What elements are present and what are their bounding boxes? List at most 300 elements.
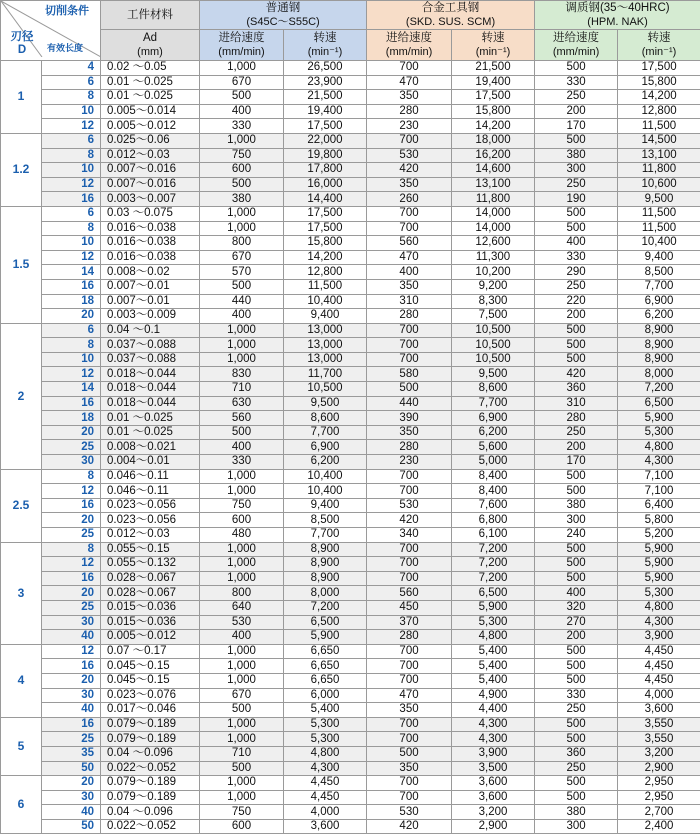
feed-cell: 420: [367, 163, 452, 178]
effective-length-cell: 8: [42, 148, 101, 163]
feed-cell: 290: [535, 265, 618, 280]
feed-cell: 500: [535, 61, 618, 76]
speed-cell: 7,700: [452, 396, 535, 411]
table-row: [1, 805, 700, 820]
speed-cell: 11,500: [284, 279, 367, 294]
feed-cell: 350: [367, 761, 452, 776]
feed-cell: 700: [367, 61, 452, 76]
feed-cell: 190: [535, 192, 618, 207]
speed-cell: 5,900: [618, 411, 700, 426]
feed-cell: 200: [535, 630, 618, 645]
table-row: [1, 382, 700, 397]
feed-cell: 340: [367, 528, 452, 543]
ad-cell: 0.023～0.076: [101, 688, 200, 703]
speed-cell: 5,900: [618, 571, 700, 586]
feed-cell: 350: [367, 177, 452, 192]
speed-cell: 11,800: [618, 163, 700, 178]
speed-cell: 4,000: [618, 688, 700, 703]
diameter-cell: 3: [1, 542, 42, 644]
feed-cell: 350: [367, 90, 452, 105]
speed-cell: 3,600: [618, 703, 700, 718]
speed-cell: 8,900: [284, 542, 367, 557]
feed-cell: 420: [367, 513, 452, 528]
speed-cell: 8,000: [618, 367, 700, 382]
ad-cell: 0.007～0.01: [101, 279, 200, 294]
speed-cell: 15,800: [618, 75, 700, 90]
speed-cell: 5,300: [618, 586, 700, 601]
feed-cell: 360: [535, 746, 618, 761]
speed-cell: 7,700: [284, 528, 367, 543]
diameter-cell: 1: [1, 61, 42, 134]
speed-cell: 5,000: [452, 455, 535, 470]
ad-cell: 0.007～0.016: [101, 177, 200, 192]
speed-cell: 14,000: [452, 221, 535, 236]
feed-cell: 500: [200, 90, 284, 105]
speed-cell: 5,900: [618, 557, 700, 572]
speed-cell: 7,700: [284, 425, 367, 440]
diameter-cell: 2: [1, 323, 42, 469]
speed-cell: 5,400: [284, 703, 367, 718]
speed-header: 转速 (min⁻¹): [452, 30, 535, 61]
table-row: [1, 75, 700, 90]
feed-cell: 380: [535, 805, 618, 820]
speed-cell: 13,000: [284, 323, 367, 338]
effective-length-cell: 20: [42, 425, 101, 440]
feed-cell: 400: [367, 265, 452, 280]
feed-cell: 570: [200, 265, 284, 280]
speed-cell: 17,500: [284, 206, 367, 221]
speed-cell: 26,500: [284, 61, 367, 76]
speed-cell: 7,200: [618, 382, 700, 397]
feed-cell: 800: [200, 236, 284, 251]
feed-cell: 500: [535, 542, 618, 557]
feed-cell: 220: [535, 294, 618, 309]
feed-cell: 320: [535, 600, 618, 615]
effective-length-cell: 6: [42, 323, 101, 338]
speed-cell: 4,450: [618, 673, 700, 688]
effective-length-cell: 18: [42, 294, 101, 309]
ad-cell: 0.046～0.11: [101, 469, 200, 484]
effective-length-cell: 16: [42, 279, 101, 294]
table-row: [1, 294, 700, 309]
ad-cell: 0.01 ～0.025: [101, 411, 200, 426]
feed-cell: 700: [367, 557, 452, 572]
material-header-prehardened-steel: 调质钢(35～40HRC) (HPM. NAK): [535, 1, 700, 30]
speed-cell: 3,900: [452, 746, 535, 761]
effective-length-label: 有效长度: [47, 41, 83, 55]
speed-cell: 9,400: [618, 250, 700, 265]
effective-length-cell: 10: [42, 163, 101, 178]
ad-cell: 0.022～0.052: [101, 819, 200, 834]
feed-cell: 500: [535, 484, 618, 499]
ad-header: Ad (mm): [101, 30, 200, 61]
feed-cell: 530: [200, 615, 284, 630]
speed-cell: 6,900: [452, 411, 535, 426]
table-row: [1, 630, 700, 645]
feed-cell: 330: [535, 75, 618, 90]
speed-cell: 4,300: [284, 761, 367, 776]
speed-cell: 10,400: [284, 469, 367, 484]
table-row: [1, 542, 700, 557]
feed-cell: 500: [535, 659, 618, 674]
ad-cell: 0.046～0.11: [101, 484, 200, 499]
table-row: [1, 659, 700, 674]
table-row: [1, 615, 700, 630]
feed-cell: 600: [200, 513, 284, 528]
ad-cell: 0.07 ～0.17: [101, 644, 200, 659]
speed-cell: 9,500: [618, 192, 700, 207]
ad-cell: 0.008～0.02: [101, 265, 200, 280]
speed-cell: 9,200: [452, 279, 535, 294]
ad-cell: 0.01 ～0.025: [101, 75, 200, 90]
effective-length-cell: 12: [42, 484, 101, 499]
feed-cell: 1,000: [200, 717, 284, 732]
speed-cell: 11,800: [452, 192, 535, 207]
feed-cell: 700: [367, 469, 452, 484]
speed-cell: 10,500: [452, 338, 535, 353]
effective-length-cell: 8: [42, 542, 101, 557]
table-row: [1, 513, 700, 528]
feed-cell: 200: [535, 440, 618, 455]
speed-cell: 17,500: [452, 90, 535, 105]
feed-cell: 560: [367, 586, 452, 601]
ad-cell: 0.018～0.044: [101, 382, 200, 397]
feed-cell: 500: [200, 425, 284, 440]
table-row: [1, 148, 700, 163]
effective-length-cell: 8: [42, 338, 101, 353]
feed-cell: 700: [367, 352, 452, 367]
feed-cell: 500: [535, 221, 618, 236]
ad-cell: 0.005～0.012: [101, 630, 200, 645]
feed-header: 进给速度 (mm/min): [535, 30, 618, 61]
feed-cell: 700: [367, 659, 452, 674]
effective-length-cell: 6: [42, 133, 101, 148]
feed-cell: 500: [535, 352, 618, 367]
speed-cell: 10,400: [618, 236, 700, 251]
speed-cell: 11,500: [618, 119, 700, 134]
effective-length-cell: 10: [42, 352, 101, 367]
feed-cell: 200: [535, 309, 618, 324]
table-row: [1, 90, 700, 105]
feed-cell: 1,000: [200, 571, 284, 586]
speed-cell: 3,200: [452, 805, 535, 820]
ad-cell: 0.016～0.038: [101, 250, 200, 265]
table-body: [1, 61, 700, 834]
speed-cell: 7,100: [618, 469, 700, 484]
table-row: [1, 323, 700, 338]
speed-cell: 18,000: [452, 133, 535, 148]
speed-cell: 3,550: [618, 717, 700, 732]
speed-cell: 8,400: [452, 469, 535, 484]
speed-cell: 19,800: [284, 148, 367, 163]
speed-cell: 17,500: [284, 221, 367, 236]
feed-cell: 700: [367, 206, 452, 221]
feed-cell: 500: [535, 732, 618, 747]
ad-cell: 0.04 ～0.096: [101, 746, 200, 761]
speed-cell: 6,500: [452, 586, 535, 601]
feed-cell: 1,000: [200, 352, 284, 367]
ad-cell: 0.022～0.052: [101, 761, 200, 776]
speed-cell: 8,500: [284, 513, 367, 528]
table-row: [1, 411, 700, 426]
ad-cell: 0.037～0.088: [101, 338, 200, 353]
speed-cell: 7,500: [452, 309, 535, 324]
speed-cell: 5,300: [284, 717, 367, 732]
feed-cell: 640: [200, 600, 284, 615]
speed-cell: 13,100: [618, 148, 700, 163]
table-row: [1, 177, 700, 192]
table-row: [1, 586, 700, 601]
table-row: [1, 440, 700, 455]
table-row: [1, 338, 700, 353]
effective-length-cell: 25: [42, 528, 101, 543]
table-row: [1, 776, 700, 791]
feed-cell: 300: [535, 819, 618, 834]
speed-cell: 3,600: [284, 819, 367, 834]
speed-cell: 5,400: [452, 659, 535, 674]
table-row: [1, 717, 700, 732]
speed-cell: 4,800: [618, 600, 700, 615]
speed-cell: 8,600: [452, 382, 535, 397]
ad-cell: 0.04 ～0.096: [101, 805, 200, 820]
speed-cell: 8,300: [452, 294, 535, 309]
speed-cell: 8,900: [618, 338, 700, 353]
feed-cell: 700: [367, 732, 452, 747]
feed-cell: 750: [200, 805, 284, 820]
feed-cell: 700: [367, 790, 452, 805]
speed-cell: 5,400: [452, 673, 535, 688]
effective-length-cell: 8: [42, 90, 101, 105]
speed-cell: 11,700: [284, 367, 367, 382]
feed-cell: 500: [535, 133, 618, 148]
effective-length-cell: 40: [42, 805, 101, 820]
work-material-header: 工件材料: [101, 1, 200, 30]
speed-cell: 8,900: [618, 352, 700, 367]
feed-cell: 1,000: [200, 206, 284, 221]
diameter-cell: 4: [1, 644, 42, 717]
speed-cell: 21,500: [284, 90, 367, 105]
speed-cell: 9,500: [452, 367, 535, 382]
feed-cell: 500: [535, 557, 618, 572]
effective-length-cell: 30: [42, 455, 101, 470]
speed-cell: 2,900: [618, 761, 700, 776]
speed-cell: 4,400: [452, 703, 535, 718]
material-header-alloy-tool-steel: 合金工具钢 (SKD. SUS. SCM): [367, 1, 535, 30]
speed-cell: 13,100: [452, 177, 535, 192]
diameter-cell: 5: [1, 717, 42, 775]
speed-cell: 4,800: [284, 746, 367, 761]
ad-cell: 0.079～0.189: [101, 776, 200, 791]
ad-cell: 0.015～0.036: [101, 615, 200, 630]
feed-cell: 400: [200, 104, 284, 119]
feed-cell: 470: [367, 75, 452, 90]
feed-cell: 750: [200, 148, 284, 163]
speed-cell: 10,500: [452, 352, 535, 367]
effective-length-cell: 30: [42, 688, 101, 703]
speed-cell: 11,500: [618, 221, 700, 236]
table-row: [1, 761, 700, 776]
feed-cell: 1,000: [200, 133, 284, 148]
effective-length-cell: 18: [42, 411, 101, 426]
speed-cell: 14,200: [452, 119, 535, 134]
speed-cell: 10,400: [284, 294, 367, 309]
feed-cell: 700: [367, 338, 452, 353]
table-row: [1, 644, 700, 659]
feed-cell: 270: [535, 615, 618, 630]
ad-cell: 0.016～0.038: [101, 221, 200, 236]
feed-cell: 250: [535, 90, 618, 105]
feed-cell: 280: [535, 411, 618, 426]
feed-cell: 700: [367, 717, 452, 732]
speed-cell: 8,500: [618, 265, 700, 280]
feed-cell: 500: [535, 644, 618, 659]
effective-length-cell: 12: [42, 644, 101, 659]
feed-cell: 500: [200, 279, 284, 294]
table-row: [1, 236, 700, 251]
cutting-condition-label: 切削条件: [45, 4, 89, 18]
speed-cell: 10,500: [284, 382, 367, 397]
speed-cell: 3,550: [618, 732, 700, 747]
feed-cell: 230: [367, 455, 452, 470]
ad-cell: 0.079～0.189: [101, 790, 200, 805]
ad-cell: 0.005～0.012: [101, 119, 200, 134]
feed-cell: 710: [200, 746, 284, 761]
speed-cell: 3,600: [452, 776, 535, 791]
effective-length-cell: 20: [42, 673, 101, 688]
table-row: [1, 367, 700, 382]
ad-cell: 0.028～0.067: [101, 571, 200, 586]
feed-cell: 700: [367, 776, 452, 791]
speed-cell: 5,900: [618, 542, 700, 557]
feed-cell: 700: [367, 571, 452, 586]
speed-cell: 2,900: [452, 819, 535, 834]
speed-cell: 2,950: [618, 776, 700, 791]
feed-cell: 500: [535, 673, 618, 688]
feed-cell: 330: [200, 119, 284, 134]
speed-cell: 11,500: [618, 206, 700, 221]
speed-cell: 10,200: [452, 265, 535, 280]
effective-length-cell: 30: [42, 790, 101, 805]
feed-cell: 400: [535, 586, 618, 601]
feed-cell: 700: [367, 673, 452, 688]
feed-cell: 250: [535, 761, 618, 776]
table-row: [1, 455, 700, 470]
table-row: [1, 528, 700, 543]
effective-length-cell: 12: [42, 177, 101, 192]
feed-cell: 250: [535, 177, 618, 192]
speed-cell: 5,300: [452, 615, 535, 630]
speed-cell: 8,900: [284, 557, 367, 572]
table-row: [1, 819, 700, 834]
feed-cell: 440: [200, 294, 284, 309]
feed-cell: 420: [367, 819, 452, 834]
feed-cell: 300: [535, 513, 618, 528]
table-row: [1, 746, 700, 761]
speed-cell: 14,500: [618, 133, 700, 148]
feed-cell: 450: [367, 600, 452, 615]
effective-length-cell: 25: [42, 440, 101, 455]
feed-cell: 330: [200, 455, 284, 470]
speed-cell: 4,800: [618, 440, 700, 455]
speed-cell: 21,500: [452, 61, 535, 76]
feed-cell: 400: [200, 630, 284, 645]
table-row: [1, 119, 700, 134]
ad-cell: 0.055～0.132: [101, 557, 200, 572]
feed-cell: 1,000: [200, 542, 284, 557]
feed-header: 进给速度 (mm/min): [200, 30, 284, 61]
speed-cell: 6,800: [452, 513, 535, 528]
feed-cell: 500: [535, 790, 618, 805]
feed-cell: 500: [367, 746, 452, 761]
speed-cell: 14,200: [284, 250, 367, 265]
speed-cell: 12,800: [284, 265, 367, 280]
ad-cell: 0.01 ～0.025: [101, 90, 200, 105]
feed-cell: 400: [200, 440, 284, 455]
feed-cell: 400: [535, 236, 618, 251]
speed-cell: 7,600: [452, 498, 535, 513]
effective-length-cell: 16: [42, 396, 101, 411]
speed-cell: 6,100: [452, 528, 535, 543]
feed-cell: 1,000: [200, 790, 284, 805]
effective-length-cell: 10: [42, 236, 101, 251]
feed-cell: 280: [367, 309, 452, 324]
feed-cell: 500: [535, 338, 618, 353]
speed-cell: 5,600: [452, 440, 535, 455]
speed-cell: 6,900: [284, 440, 367, 455]
speed-cell: 14,400: [284, 192, 367, 207]
effective-length-cell: 10: [42, 104, 101, 119]
feed-header: 进给速度 (mm/min): [367, 30, 452, 61]
table-row: [1, 425, 700, 440]
ad-cell: 0.055～0.15: [101, 542, 200, 557]
feed-cell: 1,000: [200, 732, 284, 747]
effective-length-cell: 25: [42, 732, 101, 747]
effective-length-cell: 6: [42, 206, 101, 221]
speed-cell: 5,400: [452, 644, 535, 659]
feed-cell: 310: [367, 294, 452, 309]
feed-cell: 700: [367, 323, 452, 338]
table-row: [1, 732, 700, 747]
feed-cell: 350: [367, 425, 452, 440]
speed-header: 转速 (min⁻¹): [618, 30, 700, 61]
speed-cell: 6,000: [284, 688, 367, 703]
effective-length-cell: 25: [42, 600, 101, 615]
table-row: [1, 104, 700, 119]
speed-cell: 14,200: [618, 90, 700, 105]
feed-cell: 280: [367, 630, 452, 645]
feed-cell: 670: [200, 75, 284, 90]
ad-cell: 0.023～0.056: [101, 498, 200, 513]
table-row: [1, 600, 700, 615]
feed-cell: 600: [200, 819, 284, 834]
ad-cell: 0.012～0.03: [101, 528, 200, 543]
speed-cell: 8,000: [284, 586, 367, 601]
speed-cell: 13,000: [284, 338, 367, 353]
speed-cell: 6,650: [284, 659, 367, 674]
feed-cell: 330: [535, 688, 618, 703]
ad-cell: 0.02 ～0.05: [101, 61, 200, 76]
diameter-cell: 1.5: [1, 206, 42, 323]
speed-cell: 2,950: [618, 790, 700, 805]
effective-length-cell: 20: [42, 513, 101, 528]
speed-cell: 3,500: [452, 761, 535, 776]
feed-cell: 360: [535, 382, 618, 397]
effective-length-cell: 14: [42, 265, 101, 280]
feed-cell: 440: [367, 396, 452, 411]
feed-cell: 700: [367, 484, 452, 499]
feed-cell: 400: [200, 309, 284, 324]
feed-cell: 380: [535, 148, 618, 163]
